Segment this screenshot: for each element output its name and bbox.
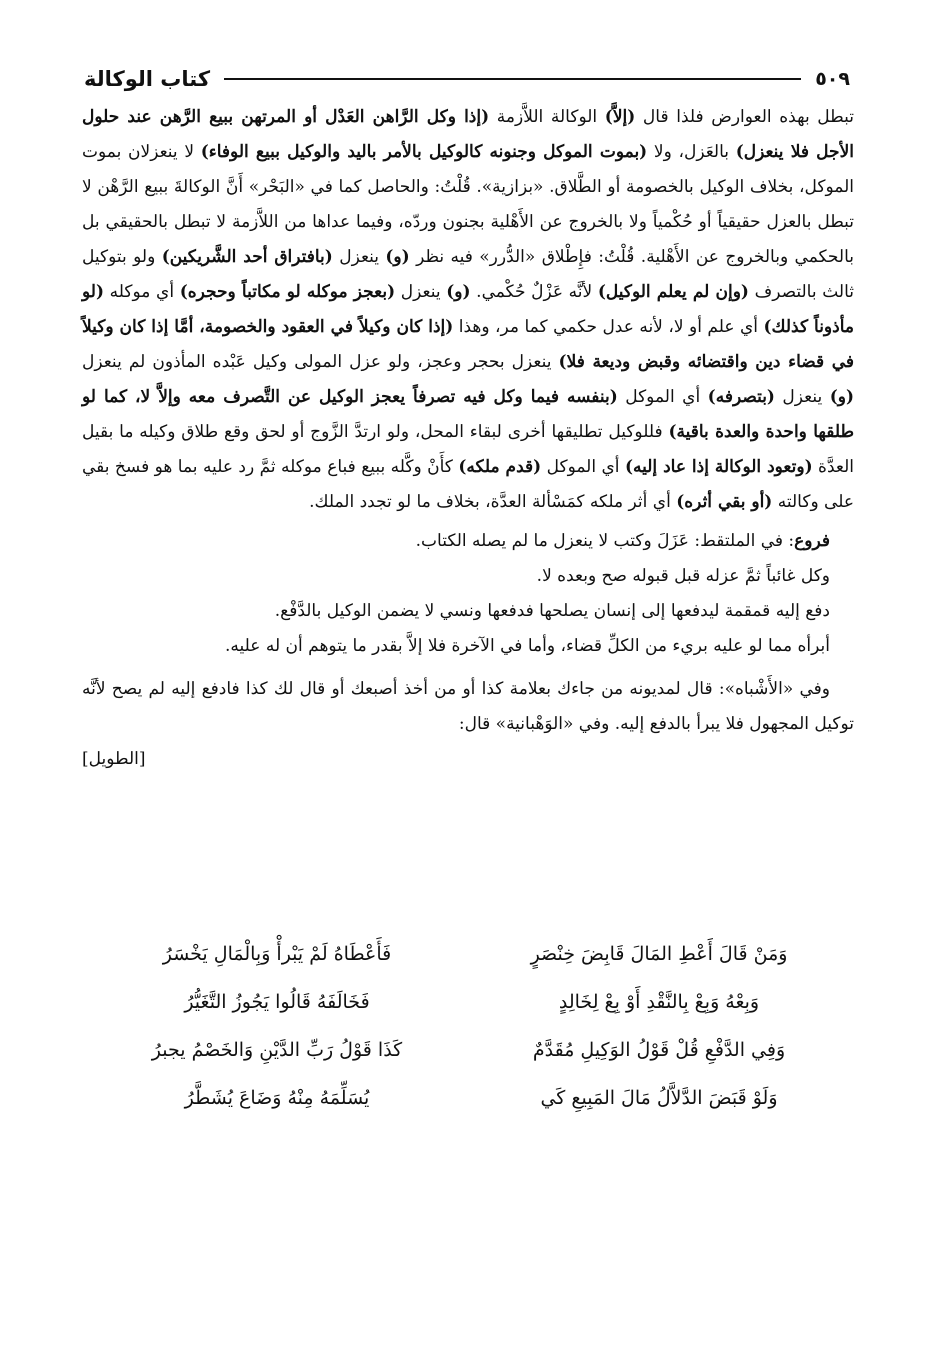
- matn-run: (قدم ملكه): [458, 457, 542, 477]
- poem-line: [86, 978, 850, 1026]
- poem-sadr: وَفِي الدَّفْعِ قُلْ قَوْلُ الوَكِيلِ مُقَدَّمٌ: [532, 1039, 786, 1061]
- poem-ajz: فَخَالَفَهُ قَالُوا يَجُوزُ التَّغَيُّرُ: [184, 991, 370, 1013]
- text-run: ينعزل: [774, 387, 830, 407]
- matn-run: (وإن لم يعلم الوكيل): [597, 282, 749, 302]
- text-run: ولو بتوكيل ثالث بالتصرف: [82, 247, 854, 302]
- poem-line: [86, 1026, 850, 1074]
- poem-ajz: يُسَلِّمَهُ مِنْهُ وَضَاعَ يُشَطَّرُ: [184, 1087, 370, 1109]
- ashbah-paragraph: وفي «الأَشْباه»: قال لمديونه من جاءك بعلامة كذا أو من أخذ أصبعك أو قال لك كذا فادفع إليه لم يصح لأنَّه توكيل المجهول فلا يبرأ بالدفع إليه. وفي «الوَهْبانية» قال:: [82, 679, 854, 734]
- poem-ajz: فَأَعْطَاهُ لَمْ يَبْرأْ وَبِالْمَالِ يَخْسَرُ: [162, 943, 392, 965]
- text-run: أي الموكل: [541, 457, 625, 477]
- matn-run: (بافتراق أحد الشَّريكين): [161, 247, 333, 267]
- text-run: تبطل بهذه العوارض فلذا قال: [635, 107, 854, 127]
- matn-run: (إذا كان وكيلاً في العقود والخصومة، أمَّا إذا كان وكيلاً في قضاء دين واقتضائه وقبض وديعة فلا): [82, 317, 854, 372]
- text-run: أي الموكل: [617, 387, 708, 407]
- matn-run: (إذا وكل الرَّاهن العَدْل أو المرتهن ببيع الرَّهن عند حلول الأجل فلا ينعزل): [82, 107, 854, 162]
- matn-run: (أو بقي أثره): [676, 492, 773, 512]
- poem-sadr: وَمَنْ قَالَ أَعْطِ المَالَ قَابِضَ خِنْصَرٍ: [530, 943, 788, 965]
- page-body: [82, 100, 854, 777]
- furu-line: وكل غائباً ثمَّ عزله قبل قبوله صح وبعده لا.: [536, 566, 830, 586]
- poem-sadr: وَبِعْهُ وَبِعْ بِالنَّقْدِ أَوْ بِعْ لِخَالِدٍ: [558, 991, 760, 1013]
- matn-run: (و): [385, 247, 410, 267]
- text-run: ينعزل: [332, 247, 386, 267]
- furu-line: [82, 524, 854, 559]
- text-run: أي أثر ملكه كمَسْألة العدَّة، بخلاف ما لو تجدد الملك.: [309, 492, 677, 512]
- text-run: ينعزل بحجر وعجز، ولو عزل المولى وكيل عَبْده المأذون لم ينعزل: [82, 352, 559, 372]
- matn-run: (وتعود الوكالة إذا عاد إليه): [624, 457, 813, 477]
- matn-run: (إلاَّ): [604, 107, 636, 127]
- text-run: : في الملتقط: عَزَلَ وكتب لا ينعزل ما لم يصله الكتاب.: [415, 531, 795, 551]
- text-run: لأنَّه عَزْلٌ حُكْمي.: [470, 282, 598, 302]
- text-run: بالعَزل، ولا: [647, 142, 736, 162]
- furu-line: دفع إليه قمقمة ليدفعها إلى إنسان يصلحها فدفعها ونسي لا يضمن الوكيل بالدَّفْع.: [274, 601, 830, 621]
- matn-run: (و): [446, 282, 471, 302]
- matn-run: (بموت الموكل وجنونه كالوكيل بالأمر باليد والوكيل ببيع الوفاء): [200, 142, 648, 162]
- matn-run: (بتصرفه): [707, 387, 775, 407]
- poem-ajz: كَذَا قَوْلُ رَبِّ الدَّيْنِ وَالخَصْمُ يجبرُ: [151, 1039, 403, 1061]
- text-run: لا ينعزلان بموت الموكل، بخلاف الوكيل بالخصومة أو الطَّلاق. «بزازية». قُلْتُ: والحاصل كما في «البَحْر» أَنَّ الوكالةَ ببيع الرَّهْن لا تبطل بالعزل حقيقياً أو حُكْمياً ولا بالخروج عن الأَهْلية بجنون وردّه، وفيما عداها من اللاَّزمة لا تبطل بالحقيقي بل بالحكمي وبالخروج عن الأَهْلية. قُلْتُ: فإِطْلاق «الدُّرر» فيه نظر: [82, 142, 854, 267]
- text-run: الوكالة اللاَّزمة: [489, 107, 605, 127]
- furu-label: فروع: [794, 531, 830, 551]
- matn-run: (بنفسه فيما وكل فيه تصرفاً يعجز الوكيل عن التَّصرف معه وإلاَّ لا، كما لو طلقها واحدة والعدة باقية): [82, 387, 854, 442]
- poem-sadr: وَلَوْ قَبَضَ الدَّلاَّلُ مَالَ المَبِيعِ كَي: [540, 1087, 778, 1109]
- page-number: ٥٠٩: [815, 68, 850, 90]
- matn-run: (بعجز موكله لو مكاتباً وحجره): [179, 282, 396, 302]
- main-paragraph: [82, 100, 854, 520]
- poem-line: [86, 1074, 850, 1122]
- meter-label: [الطويل]: [82, 749, 146, 769]
- header-rule: [224, 78, 801, 80]
- page-header: [84, 62, 850, 96]
- furu-line: أبرأه مما لو عليه بريء من الكلِّ قضاء، وأما في الآخرة فلا إلاَّ بقدر ما يتوهم أن له عليه.: [225, 636, 830, 656]
- matn-run: (و): [829, 387, 854, 407]
- poem: [86, 930, 850, 1122]
- text-run: أي موكله: [104, 282, 180, 302]
- text-run: فللوكيل تطليقها أخرى لبقاء المحل، ولو ارتدَّ الزَّوج أو لحق وقع طلاق وكيله ما بقيل العدَّة: [82, 422, 854, 477]
- text-run: ينعزل: [395, 282, 447, 302]
- text-run: كأَنْ وكَّله ببيع فباع موكله ثمَّ رد عليه بما هو فسخ بقي على وكالته: [82, 457, 854, 512]
- matn-run: (لو مأذوناً كذلك): [82, 282, 854, 337]
- chapter-title: كتاب الوكالة: [84, 67, 211, 91]
- poem-line: [86, 930, 850, 978]
- text-run: أي علم أو لا، لأنه عدل حكمي كما مر، وهذا: [453, 317, 764, 337]
